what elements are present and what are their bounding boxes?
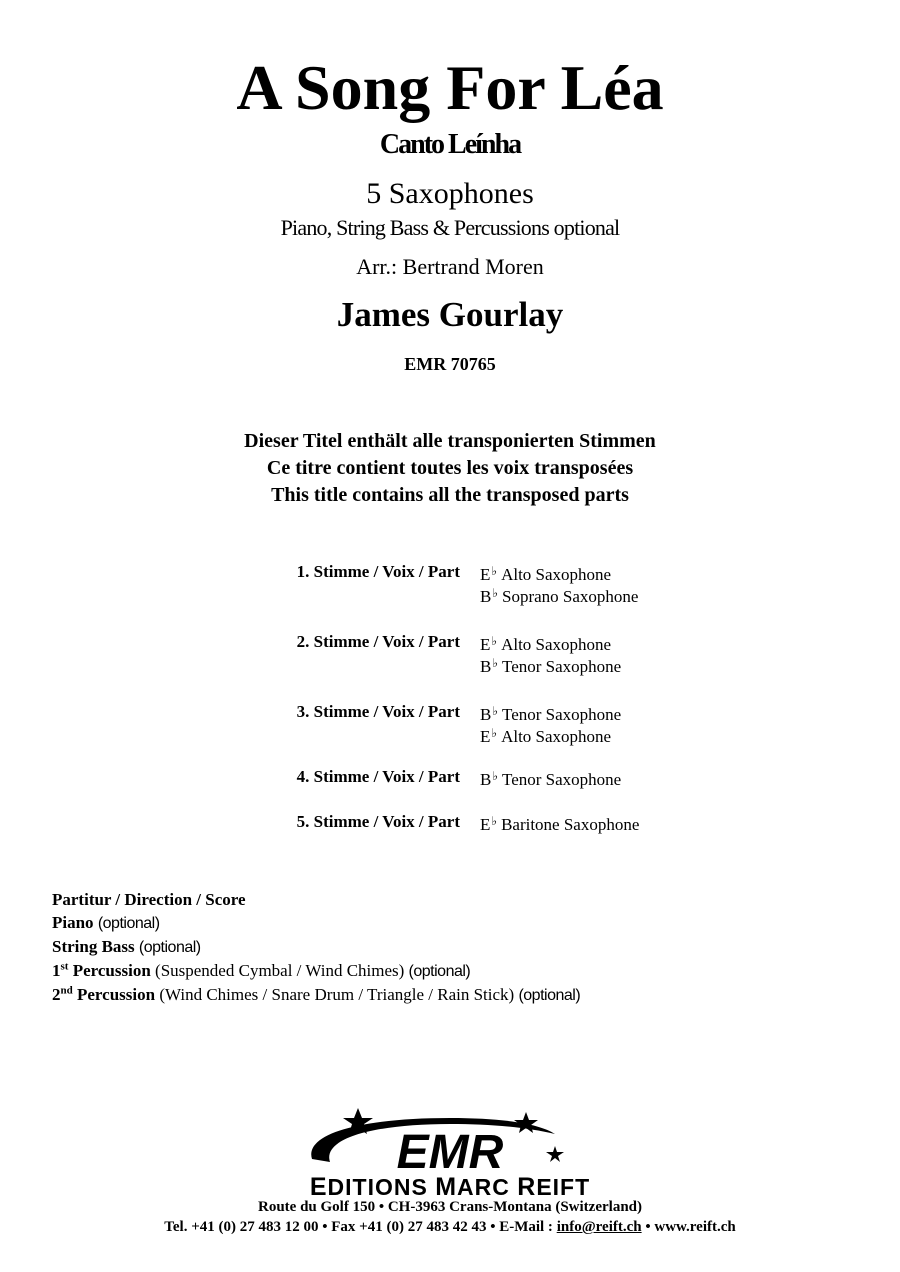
flat-symbol: ♭ (492, 586, 499, 600)
flat-symbol: ♭ (492, 769, 499, 783)
part-instrument (480, 584, 638, 606)
percussion-1-item: 1st Percussion (Suspended Cymbal / Wind Chimes) (optional) (52, 960, 471, 980)
instrument-key: B (480, 587, 492, 606)
instrument-key: B (480, 657, 492, 676)
flat-symbol: ♭ (492, 704, 499, 718)
part-instruments (480, 767, 621, 789)
arranger: Arr.: Bertrand Moren (356, 254, 544, 279)
instrument-key: B (480, 770, 492, 789)
instrument-key: E (480, 727, 491, 746)
score-list (52, 888, 580, 1007)
instrument-name: Alto Saxophone (501, 727, 612, 746)
part-instrument (480, 632, 621, 654)
part-label: 4. Stimme / Voix / Part (296, 767, 460, 786)
transposed-parts-notice (0, 428, 900, 509)
part-instruments (480, 812, 639, 834)
instrument-name: Alto Saxophone (501, 635, 612, 654)
part-label: 3. Stimme / Voix / Part (296, 702, 460, 721)
part-instrument (480, 654, 621, 676)
instrumentation: 5 Saxophones (366, 177, 534, 210)
instrumentation-optional: Piano, String Bass & Percussions optional (280, 215, 620, 240)
notice-line-fr: Ce titre contient toutes les voix transposées (266, 457, 634, 479)
title: A Song For Léa (236, 52, 664, 123)
instrument-key: E (480, 635, 491, 654)
flat-symbol: ♭ (492, 656, 499, 670)
instrument-key: E (480, 565, 491, 584)
score-item: Partitur / Direction / Score (52, 890, 246, 909)
instrument-key: E (480, 815, 491, 834)
subtitle: Canto Leínha (379, 129, 521, 160)
publisher-address: Route du Golf 150 • CH-3963 Crans-Montana (Switzerland) (258, 1199, 642, 1215)
notice-line-de: Dieser Titel enthält alle transponierten Stimmen (244, 430, 656, 452)
emr-logo (300, 1104, 600, 1179)
logo-text: EMR (396, 1126, 504, 1179)
part-instrument (480, 812, 639, 834)
email-link[interactable]: info@reift.ch (556, 1219, 642, 1235)
percussion-2-item: 2nd Percussion (Wind Chimes / Snare Drum / Triangle / Rain Stick) (optional) (52, 984, 581, 1004)
instrument-name: Soprano Saxophone (502, 587, 639, 606)
publisher-contact: Tel. +41 (0) 27 483 12 00 • Fax +41 (0) 27 483 42 43 • E-Mail : info@reift.ch • www.reift.ch (164, 1219, 736, 1235)
piano-item: Piano (optional) (52, 913, 160, 932)
part-label: 1. Stimme / Voix / Part (296, 562, 460, 581)
part-instrument (480, 562, 638, 584)
catalog-number: EMR 70765 (404, 354, 496, 374)
flat-symbol: ♭ (491, 564, 498, 578)
publisher-name: EDITIONS MARC REIFT (309, 1173, 591, 1201)
part-label: 5. Stimme / Voix / Part (296, 812, 460, 831)
instrument-name: Baritone Saxophone (501, 815, 640, 834)
flat-symbol: ♭ (491, 634, 498, 648)
flat-symbol: ♭ (491, 814, 498, 828)
part-instrument (480, 767, 621, 789)
part-instruments (480, 702, 621, 746)
instrument-name: Tenor Saxophone (502, 770, 622, 789)
notice-line-en: This title contains all the transposed parts (271, 484, 629, 506)
composer: James Gourlay (336, 295, 564, 334)
string-bass-item: String Bass (optional) (52, 937, 201, 956)
instrument-name: Tenor Saxophone (502, 705, 622, 724)
flat-symbol: ♭ (491, 726, 498, 740)
logo-star-small (546, 1146, 564, 1162)
part-instrument (480, 702, 621, 724)
instrument-key: B (480, 705, 492, 724)
part-instruments (480, 562, 638, 606)
part-label: 2. Stimme / Voix / Part (296, 632, 460, 651)
part-instrument (480, 724, 621, 746)
instrument-name: Tenor Saxophone (502, 657, 622, 676)
part-instruments (480, 632, 621, 676)
instrument-name: Alto Saxophone (501, 565, 612, 584)
